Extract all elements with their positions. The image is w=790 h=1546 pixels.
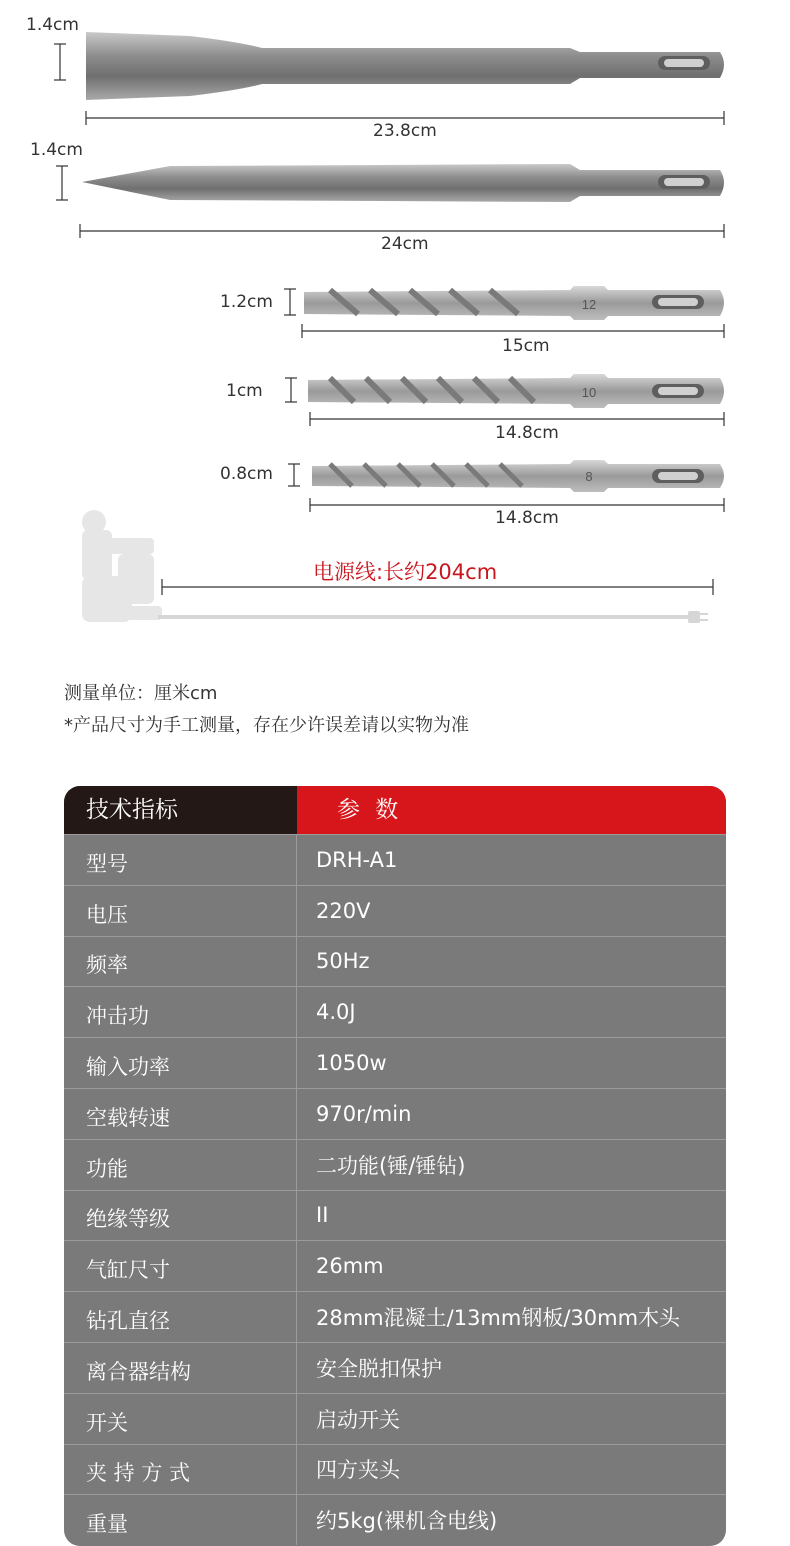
spec-key: 频率 bbox=[64, 937, 297, 987]
flat-chisel bbox=[86, 32, 724, 100]
header-value: 参 数 bbox=[297, 786, 726, 834]
header-key: 技术指标 bbox=[64, 786, 297, 834]
spec-key: 型号 bbox=[64, 835, 297, 885]
spec-key: 开关 bbox=[64, 1394, 297, 1444]
spec-value: 安全脱扣保护 bbox=[316, 1356, 442, 1381]
spec-table bbox=[64, 786, 726, 1546]
spec-key: 钻孔直径 bbox=[64, 1292, 297, 1342]
table-row bbox=[64, 1088, 726, 1139]
table-row bbox=[64, 936, 726, 987]
bit-8-width-label: 0.8cm bbox=[220, 464, 273, 484]
bit-stamp: 12 bbox=[581, 297, 597, 312]
table-row bbox=[64, 986, 726, 1037]
hammer-drill-silhouette bbox=[82, 510, 162, 622]
bit-10-width-label: 1cm bbox=[226, 381, 263, 401]
table-row bbox=[64, 1444, 726, 1495]
table-row bbox=[64, 885, 726, 936]
spec-key: 重量 bbox=[64, 1495, 297, 1545]
power-cord bbox=[158, 611, 708, 623]
spec-key: 离合器结构 bbox=[64, 1343, 297, 1393]
spec-table-header bbox=[64, 786, 726, 834]
bit-stamp: 8 bbox=[585, 469, 593, 484]
spec-value: 970r/min bbox=[316, 1101, 412, 1126]
table-row bbox=[64, 834, 726, 885]
spec-key: 冲击功 bbox=[64, 987, 297, 1037]
spec-key: 气缸尺寸 bbox=[64, 1241, 297, 1291]
flat-chisel-length-label: 23.8cm bbox=[373, 121, 437, 141]
spec-value: 四方夹头 bbox=[316, 1458, 400, 1483]
spec-value: 26mm bbox=[316, 1254, 384, 1279]
spec-value: II bbox=[316, 1203, 329, 1228]
table-row bbox=[64, 1291, 726, 1342]
point-chisel-length-label: 24cm bbox=[381, 234, 429, 254]
spec-key: 绝缘等级 bbox=[64, 1191, 297, 1241]
size-marker bbox=[54, 44, 66, 80]
spec-value: 4.0J bbox=[316, 1000, 356, 1025]
bit-stamp: 10 bbox=[581, 385, 597, 400]
table-row bbox=[64, 1037, 726, 1088]
measurement-notes bbox=[64, 678, 469, 742]
size-marker bbox=[288, 464, 300, 486]
spec-value: DRH-A1 bbox=[316, 847, 398, 872]
spec-key: 功能 bbox=[64, 1140, 297, 1190]
spec-value: 约5kg(裸机含电线) bbox=[316, 1509, 498, 1534]
table-row bbox=[64, 1494, 726, 1545]
spec-value: 28mm混凝土/13mm钢板/30mm木头 bbox=[316, 1306, 681, 1331]
point-chisel bbox=[82, 164, 724, 202]
table-row bbox=[64, 1190, 726, 1241]
size-marker bbox=[284, 289, 296, 315]
flat-chisel-width-label: 1.4cm bbox=[26, 15, 79, 35]
drill-bit-12 bbox=[304, 286, 724, 320]
spec-value: 二功能(锤/锤钻) bbox=[316, 1153, 466, 1178]
spec-value: 220V bbox=[316, 898, 371, 923]
cord-length-label: 电源线:长约204cm bbox=[313, 560, 498, 584]
size-marker bbox=[285, 378, 297, 402]
table-row bbox=[64, 1342, 726, 1393]
spec-value: 1050w bbox=[316, 1051, 387, 1076]
size-marker bbox=[56, 166, 68, 200]
bit-10-length-label: 14.8cm bbox=[495, 423, 559, 443]
spec-key: 电压 bbox=[64, 886, 297, 936]
spec-key: 输入功率 bbox=[64, 1038, 297, 1088]
spec-rows bbox=[64, 834, 726, 1545]
product-drawing bbox=[0, 0, 790, 650]
spec-value: 50Hz bbox=[316, 949, 370, 974]
table-row bbox=[64, 1139, 726, 1190]
table-row bbox=[64, 1240, 726, 1291]
disclaimer-note: *产品尺寸为手工测量，存在少许误差请以实物为准 bbox=[64, 715, 469, 736]
table-row bbox=[64, 1393, 726, 1444]
bit-8-length-label: 14.8cm bbox=[495, 508, 559, 528]
spec-value: 启动开关 bbox=[316, 1407, 400, 1432]
drill-bit-10 bbox=[308, 374, 724, 408]
unit-note: 测量单位：厘米cm bbox=[64, 683, 218, 704]
drill-bit-8 bbox=[312, 460, 724, 492]
bit-12-length-label: 15cm bbox=[502, 336, 550, 356]
point-chisel-width-label: 1.4cm bbox=[30, 140, 83, 160]
bit-12-width-label: 1.2cm bbox=[220, 292, 273, 312]
spec-key: 夹 持 方 式 bbox=[64, 1445, 297, 1495]
spec-key: 空载转速 bbox=[64, 1089, 297, 1139]
